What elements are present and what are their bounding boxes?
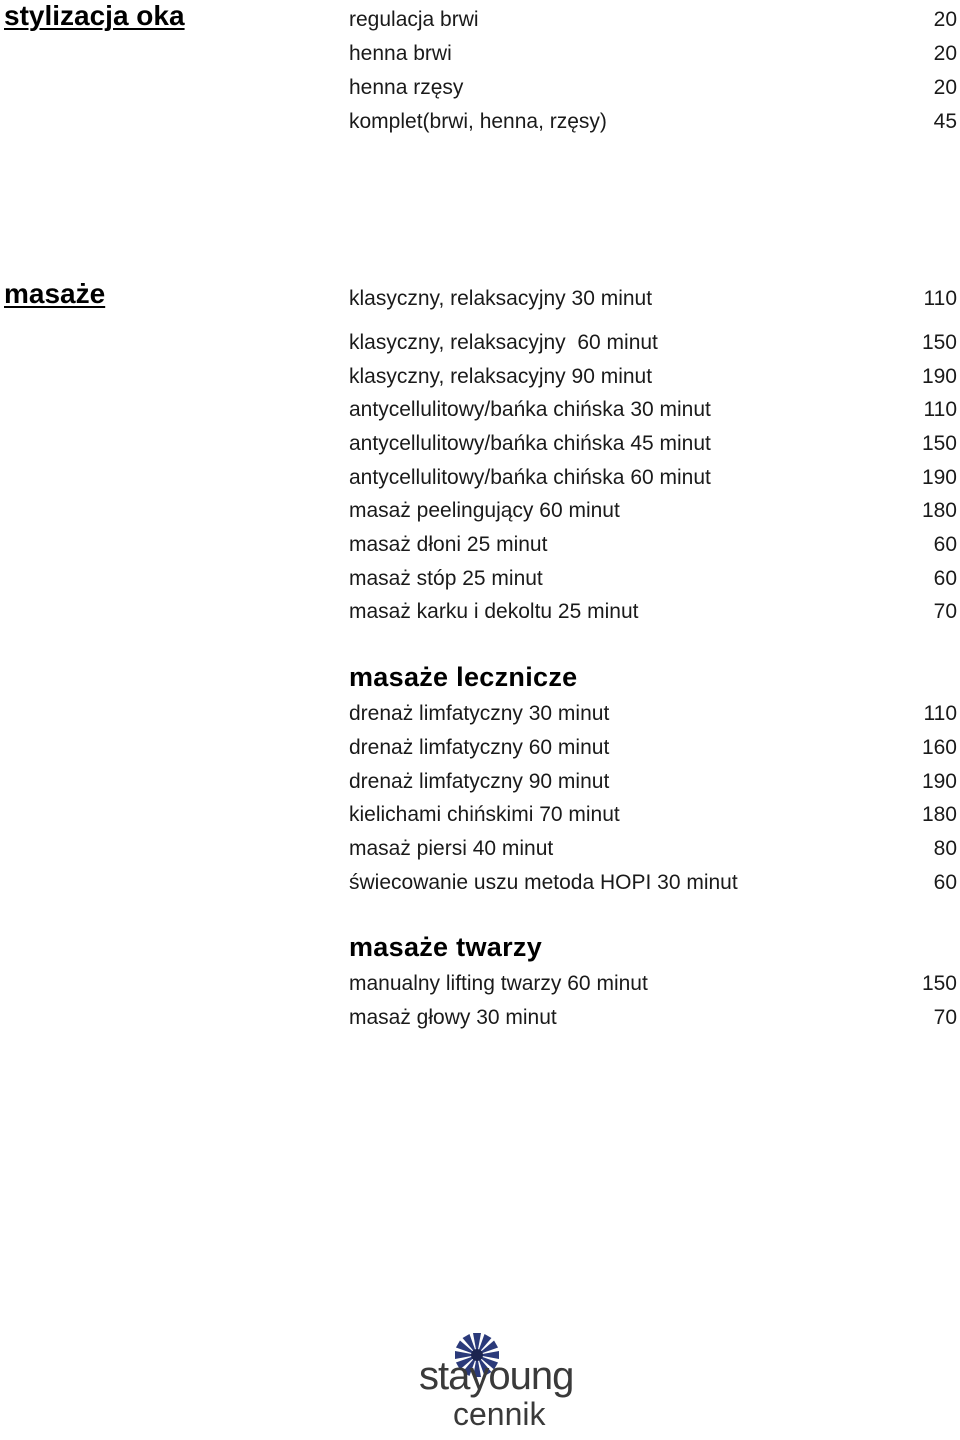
service-price: 45	[933, 110, 957, 133]
price-row	[349, 362, 957, 392]
service-name: drenaż limfatyczny 90 minut	[349, 770, 610, 793]
section-title-masaze-lecznicze: masaże lecznicze	[349, 662, 578, 692]
service-name: manualny lifting twarzy 60 minut	[349, 972, 648, 995]
service-name: świecowanie uszu metoda HOPI 30 minut	[349, 871, 738, 894]
service-price: 20	[933, 76, 957, 99]
logo-graphic	[415, 1325, 615, 1435]
service-price: 110	[923, 702, 957, 725]
service-price: 110	[923, 398, 957, 421]
service-name: kielichami chińskimi 70 minut	[349, 803, 620, 826]
service-name: klasyczny, relaksacyjny 30 minut	[349, 287, 653, 310]
price-row	[349, 969, 957, 999]
section-title-masaze: masaże	[4, 278, 106, 309]
service-price: 180	[921, 499, 957, 522]
service-price: 160	[921, 736, 957, 759]
price-row	[349, 800, 957, 830]
price-row	[349, 328, 957, 358]
price-row	[349, 834, 957, 864]
service-name: klasyczny, relaksacyjny 90 minut	[349, 365, 653, 388]
price-row	[349, 530, 957, 560]
price-row	[349, 868, 957, 898]
service-price: 180	[921, 803, 957, 826]
logo-text-cennik: cennik	[453, 1396, 546, 1432]
service-price: 190	[921, 365, 957, 388]
service-name: regulacja brwi	[349, 8, 479, 31]
price-row	[349, 107, 957, 137]
service-name: drenaż limfatyczny 30 minut	[349, 702, 610, 725]
service-price: 110	[923, 287, 957, 310]
service-price: 190	[921, 770, 957, 793]
price-row	[349, 395, 957, 425]
service-price: 20	[933, 42, 957, 65]
service-name: henna brwi	[349, 42, 452, 65]
price-row	[349, 284, 957, 314]
service-price: 190	[921, 466, 957, 489]
service-price: 20	[933, 8, 957, 31]
price-row	[349, 1003, 957, 1033]
service-price: 60	[933, 871, 957, 894]
service-price: 60	[933, 533, 957, 556]
price-row	[349, 699, 957, 729]
service-name: masaż piersi 40 minut	[349, 837, 554, 860]
service-name: masaż karku i dekoltu 25 minut	[349, 600, 639, 623]
service-name: komplet(brwi, henna, rzęsy)	[349, 110, 607, 133]
service-price: 150	[921, 972, 957, 995]
service-name: henna rzęsy	[349, 76, 464, 99]
price-row	[349, 73, 957, 103]
price-row	[349, 429, 957, 459]
service-price: 60	[933, 567, 957, 590]
service-name: masaż peelingujący 60 minut	[349, 499, 620, 522]
price-row	[349, 767, 957, 797]
service-price: 70	[933, 600, 957, 623]
service-name: drenaż limfatyczny 60 minut	[349, 736, 610, 759]
section-title-stylizacja-oka: stylizacja oka	[4, 0, 185, 31]
price-row	[349, 733, 957, 763]
service-name: antycellulitowy/bańka chińska 60 minut	[349, 466, 711, 489]
service-price: 80	[933, 837, 957, 860]
service-price: 150	[921, 432, 957, 455]
service-name: antycellulitowy/bańka chińska 30 minut	[349, 398, 711, 421]
price-row	[349, 496, 957, 526]
price-row	[349, 39, 957, 69]
stayoung-logo	[415, 1325, 615, 1435]
service-name: masaż dłoni 25 minut	[349, 533, 548, 556]
service-name: antycellulitowy/bańka chińska 45 minut	[349, 432, 711, 455]
service-price: 150	[921, 331, 957, 354]
section-title-masaze-twarzy: masaże twarzy	[349, 932, 543, 962]
service-name: klasyczny, relaksacyjny 60 minut	[349, 331, 658, 354]
logo-text-stayoung: stayoung	[419, 1354, 574, 1398]
price-row	[349, 5, 957, 35]
service-price: 70	[933, 1006, 957, 1029]
price-row	[349, 597, 957, 627]
price-row	[349, 564, 957, 594]
service-name: masaż głowy 30 minut	[349, 1006, 557, 1029]
service-name: masaż stóp 25 minut	[349, 567, 543, 590]
price-row	[349, 463, 957, 493]
